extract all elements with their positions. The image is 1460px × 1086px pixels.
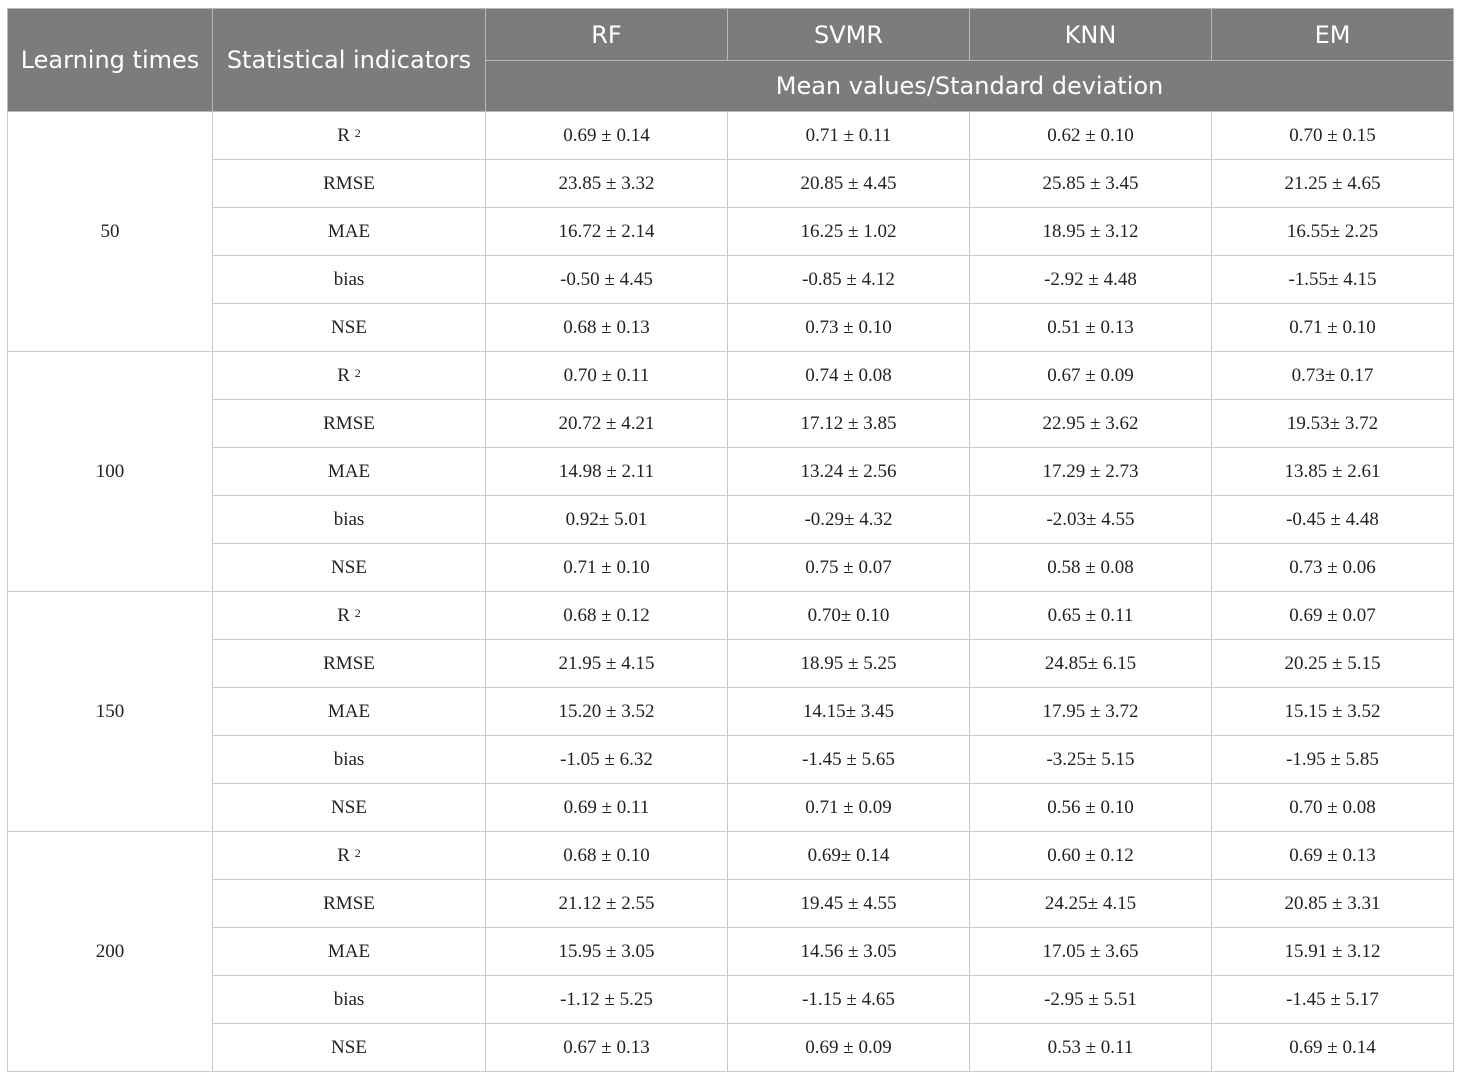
table-row (8, 544, 1454, 592)
indicator-name: MAE (327, 940, 371, 962)
indicator-superscript: 2 (354, 365, 361, 380)
table-row (8, 736, 1454, 784)
indicator-cell (213, 256, 486, 304)
value-cell: 18.95 ± 5.25 (728, 640, 970, 688)
value-cell: 18.95 ± 3.12 (970, 208, 1212, 256)
table-header (8, 9, 1454, 112)
header-model-rf: RF (486, 9, 728, 61)
value-cell: 13.85 ± 2.61 (1212, 448, 1454, 496)
indicator-cell (213, 400, 486, 448)
value-cell: 24.25± 4.15 (970, 880, 1212, 928)
value-cell: 15.91 ± 3.12 (1212, 928, 1454, 976)
value-cell: 0.74 ± 0.08 (728, 352, 970, 400)
value-cell: -1.45 ± 5.65 (728, 736, 970, 784)
value-cell: 0.65 ± 0.11 (970, 592, 1212, 640)
learning-times-cell: 100 (8, 352, 213, 592)
table-row (8, 208, 1454, 256)
value-cell: 13.24 ± 2.56 (728, 448, 970, 496)
value-cell: -2.03± 4.55 (970, 496, 1212, 544)
value-cell: 0.71 ± 0.11 (728, 112, 970, 160)
value-cell: 0.58 ± 0.08 (970, 544, 1212, 592)
value-cell: 0.71 ± 0.10 (486, 544, 728, 592)
header-mean-sd: Mean values/Standard deviation (486, 61, 1454, 112)
indicator-name: NSE (331, 316, 367, 338)
table-row (8, 1024, 1454, 1072)
value-cell: -0.85 ± 4.12 (728, 256, 970, 304)
table-row (8, 496, 1454, 544)
indicator-superscript: 2 (354, 125, 361, 140)
indicator-name: R (337, 124, 350, 146)
value-cell: 0.68 ± 0.13 (486, 304, 728, 352)
indicator-cell (213, 448, 486, 496)
indicator-name: R (337, 604, 350, 626)
value-cell: 16.55± 2.25 (1212, 208, 1454, 256)
value-cell: -1.95 ± 5.85 (1212, 736, 1454, 784)
value-cell: 0.69 ± 0.07 (1212, 592, 1454, 640)
value-cell: 24.85± 6.15 (970, 640, 1212, 688)
value-cell: 16.72 ± 2.14 (486, 208, 728, 256)
value-cell: 20.25 ± 5.15 (1212, 640, 1454, 688)
value-cell: 0.69± 0.14 (728, 832, 970, 880)
table-row (8, 688, 1454, 736)
indicator-name: bias (333, 268, 365, 290)
table-row (8, 304, 1454, 352)
value-cell: 15.95 ± 3.05 (486, 928, 728, 976)
indicator-superscript: 2 (354, 605, 361, 620)
value-cell: 17.12 ± 3.85 (728, 400, 970, 448)
indicator-cell (213, 832, 486, 880)
value-cell: 0.53 ± 0.11 (970, 1024, 1212, 1072)
learning-times-cell: 150 (8, 592, 213, 832)
value-cell: 0.69 ± 0.13 (1212, 832, 1454, 880)
value-cell: 14.15± 3.45 (728, 688, 970, 736)
results-table (7, 8, 1454, 1072)
indicator-name: R (337, 844, 350, 866)
value-cell: -1.55± 4.15 (1212, 256, 1454, 304)
value-cell: 21.25 ± 4.65 (1212, 160, 1454, 208)
value-cell: -1.05 ± 6.32 (486, 736, 728, 784)
header-model-svmr: SVMR (728, 9, 970, 61)
header-statistical-indicators: Statistical indicators (213, 9, 486, 112)
table-row (8, 160, 1454, 208)
indicator-cell (213, 736, 486, 784)
value-cell: 19.53± 3.72 (1212, 400, 1454, 448)
indicator-name: RMSE (323, 892, 375, 914)
table-row (8, 784, 1454, 832)
indicator-cell (213, 352, 486, 400)
value-cell: -2.95 ± 5.51 (970, 976, 1212, 1024)
value-cell: 0.69 ± 0.14 (486, 112, 728, 160)
indicator-name: NSE (331, 796, 367, 818)
value-cell: 15.15 ± 3.52 (1212, 688, 1454, 736)
value-cell: 0.62 ± 0.10 (970, 112, 1212, 160)
value-cell: 25.85 ± 3.45 (970, 160, 1212, 208)
value-cell: -2.92 ± 4.48 (970, 256, 1212, 304)
results-table-container (7, 8, 1453, 1072)
indicator-cell (213, 880, 486, 928)
value-cell: 0.75 ± 0.07 (728, 544, 970, 592)
table-row (8, 880, 1454, 928)
learning-times-cell: 200 (8, 832, 213, 1072)
indicator-cell (213, 784, 486, 832)
table-row (8, 832, 1454, 880)
header-learning-times: Learning times (8, 9, 213, 112)
table-row (8, 448, 1454, 496)
value-cell: 0.68 ± 0.12 (486, 592, 728, 640)
value-cell: -0.45 ± 4.48 (1212, 496, 1454, 544)
value-cell: 17.05 ± 3.65 (970, 928, 1212, 976)
value-cell: 17.29 ± 2.73 (970, 448, 1212, 496)
indicator-name: NSE (331, 1036, 367, 1058)
value-cell: 0.69 ± 0.14 (1212, 1024, 1454, 1072)
indicator-name: MAE (327, 460, 371, 482)
table-row (8, 592, 1454, 640)
value-cell: 0.73± 0.17 (1212, 352, 1454, 400)
value-cell: 0.92± 5.01 (486, 496, 728, 544)
indicator-name: bias (333, 988, 365, 1010)
table-row (8, 640, 1454, 688)
value-cell: -1.15 ± 4.65 (728, 976, 970, 1024)
value-cell: 0.73 ± 0.06 (1212, 544, 1454, 592)
indicator-name: RMSE (323, 172, 375, 194)
value-cell: 0.69 ± 0.09 (728, 1024, 970, 1072)
value-cell: 21.12 ± 2.55 (486, 880, 728, 928)
table-row (8, 928, 1454, 976)
value-cell: 15.20 ± 3.52 (486, 688, 728, 736)
value-cell: 0.51 ± 0.13 (970, 304, 1212, 352)
value-cell: 0.70 ± 0.08 (1212, 784, 1454, 832)
value-cell: 0.67 ± 0.09 (970, 352, 1212, 400)
indicator-cell (213, 592, 486, 640)
indicator-cell (213, 976, 486, 1024)
learning-times-cell: 50 (8, 112, 213, 352)
value-cell: 22.95 ± 3.62 (970, 400, 1212, 448)
value-cell: 0.70± 0.10 (728, 592, 970, 640)
value-cell: 20.72 ± 4.21 (486, 400, 728, 448)
indicator-name: MAE (327, 220, 371, 242)
value-cell: 14.56 ± 3.05 (728, 928, 970, 976)
value-cell: 0.70 ± 0.15 (1212, 112, 1454, 160)
indicator-name: RMSE (323, 652, 375, 674)
value-cell: 17.95 ± 3.72 (970, 688, 1212, 736)
value-cell: 20.85 ± 3.31 (1212, 880, 1454, 928)
table-row (8, 352, 1454, 400)
table-row (8, 256, 1454, 304)
indicator-cell (213, 1024, 486, 1072)
indicator-cell (213, 640, 486, 688)
indicator-cell (213, 496, 486, 544)
value-cell: 0.60 ± 0.12 (970, 832, 1212, 880)
value-cell: -0.50 ± 4.45 (486, 256, 728, 304)
indicator-name: MAE (327, 700, 371, 722)
header-model-knn: KNN (970, 9, 1212, 61)
value-cell: 19.45 ± 4.55 (728, 880, 970, 928)
value-cell: -0.29± 4.32 (728, 496, 970, 544)
header-model-em: EM (1212, 9, 1454, 61)
value-cell: 0.71 ± 0.09 (728, 784, 970, 832)
indicator-name: NSE (331, 556, 367, 578)
indicator-name: bias (333, 748, 365, 770)
table-row (8, 400, 1454, 448)
indicator-cell (213, 688, 486, 736)
value-cell: 23.85 ± 3.32 (486, 160, 728, 208)
table-row (8, 112, 1454, 160)
table-row (8, 976, 1454, 1024)
value-cell: 0.56 ± 0.10 (970, 784, 1212, 832)
indicator-name: bias (333, 508, 365, 530)
value-cell: 16.25 ± 1.02 (728, 208, 970, 256)
indicator-cell (213, 544, 486, 592)
indicator-name: RMSE (323, 412, 375, 434)
value-cell: -1.45 ± 5.17 (1212, 976, 1454, 1024)
value-cell: -3.25± 5.15 (970, 736, 1212, 784)
value-cell: 14.98 ± 2.11 (486, 448, 728, 496)
value-cell: 0.68 ± 0.10 (486, 832, 728, 880)
indicator-cell (213, 928, 486, 976)
value-cell: 21.95 ± 4.15 (486, 640, 728, 688)
indicator-cell (213, 304, 486, 352)
value-cell: 0.69 ± 0.11 (486, 784, 728, 832)
value-cell: 0.71 ± 0.10 (1212, 304, 1454, 352)
value-cell: 0.67 ± 0.13 (486, 1024, 728, 1072)
indicator-cell (213, 208, 486, 256)
indicator-cell (213, 160, 486, 208)
value-cell: 0.73 ± 0.10 (728, 304, 970, 352)
value-cell: 0.70 ± 0.11 (486, 352, 728, 400)
table-body (8, 112, 1454, 1072)
indicator-name: R (337, 364, 350, 386)
value-cell: 20.85 ± 4.45 (728, 160, 970, 208)
value-cell: -1.12 ± 5.25 (486, 976, 728, 1024)
indicator-cell (213, 112, 486, 160)
indicator-superscript: 2 (354, 845, 361, 860)
